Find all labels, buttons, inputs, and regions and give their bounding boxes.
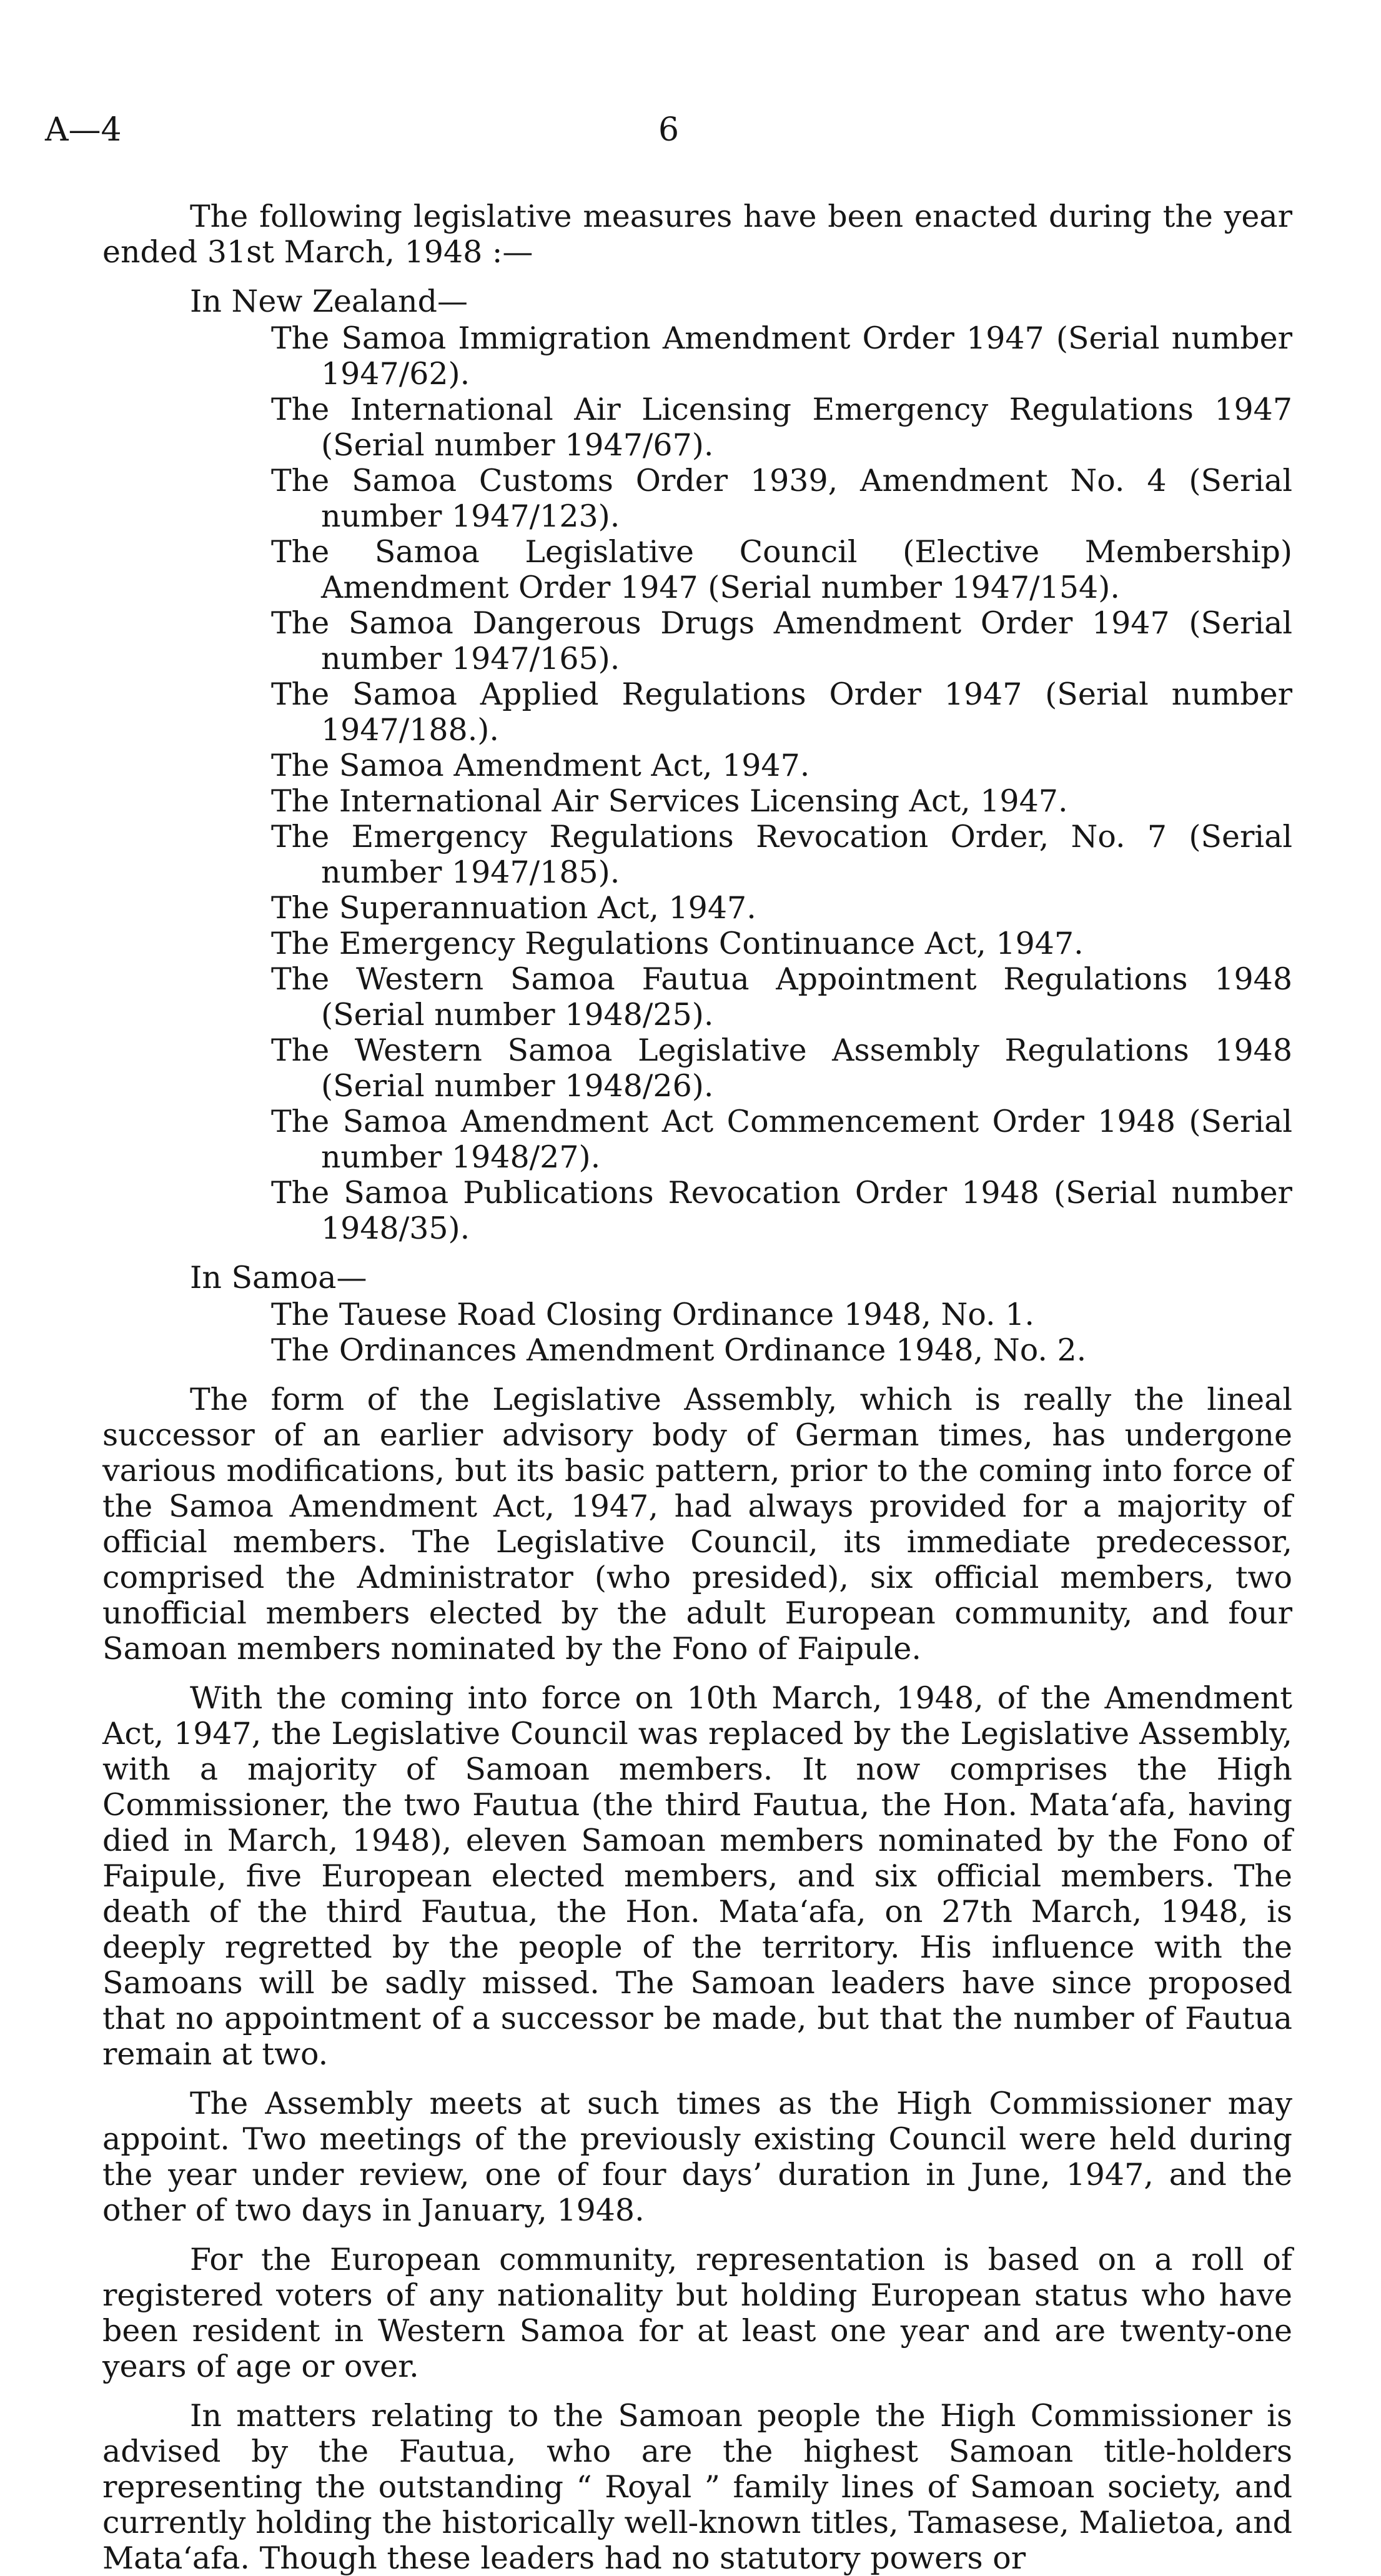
page-number: 6 — [658, 111, 680, 149]
new-zealand-measures — [102, 284, 1292, 1246]
measure-item: The Samoa Dangerous Drugs Amendment Order 1947 (Serial number 1947/165). — [271, 605, 1292, 676]
measure-item: The Samoa Customs Order 1939, Amendment No. 4 (Serial number 1947/123). — [271, 463, 1292, 534]
measure-item: The Ordinances Amendment Ordinance 1948, No. 2. — [271, 1332, 1087, 1368]
samoa-measure-list — [190, 1297, 1292, 1368]
page-body — [102, 199, 1292, 2576]
document-reference: A—4 — [45, 111, 122, 149]
samoa-heading: In Samoa— — [190, 1260, 367, 1295]
measure-item: The Western Samoa Fautua Appointment Regulations 1948 (Serial number 1948/25). — [271, 961, 1292, 1033]
measure-item: The International Air Services Licensing Act, 1947. — [271, 783, 1068, 819]
measure-item: The Samoa Immigration Amendment Order 1947 (Serial number 1947/62). — [271, 320, 1292, 392]
measure-item: The Samoa Amendment Act Commencement Order 1948 (Serial number 1948/27). — [271, 1104, 1292, 1175]
measure-item: The Superannuation Act, 1947. — [271, 890, 756, 926]
measure-item: The Western Samoa Legislative Assembly Regulations 1948 (Serial number 1948/26). — [271, 1033, 1292, 1104]
paragraph-assembly-meetings: The Assembly meets at such times as the High Commissioner may appoint. Two meetings of the previously existing Council were held during the year under review, one of four days’ duration in June, 1947, and the other of two days in January, 1948. — [102, 2086, 1292, 2228]
measure-item: The Samoa Applied Regulations Order 1947 (Serial number 1947/188.). — [271, 676, 1292, 748]
measure-item: The Samoa Amendment Act, 1947. — [271, 748, 810, 783]
measure-item: The Samoa Publications Revocation Order 1948 (Serial number 1948/35). — [271, 1175, 1292, 1246]
page-header — [45, 111, 1336, 161]
paragraph-amendment-act: With the coming into force on 10th March, 1948, of the Amendment Act, 1947, the Legislative Council was replaced by the Legislative Assembly, with a majority of Samoan members. It now comprises the High Commissioner, the two Fautua (the third Fautua, the Hon. Mata‘afa, having died in March, 1948), eleven Samoan members nominated by the Fono of Faipule, five European elected members, and six official members. The death of the third Fautua, the Hon. Mata‘afa, on 27th March, 1948, is deeply regretted by the people of the territory. His influence with the Samoans will be sadly missed. The Samoan leaders have since proposed that no appointment of a successor be made, but that the number of Fautua remain at two. — [102, 1680, 1292, 2072]
measure-item: The International Air Licensing Emergency Regulations 1947 (Serial number 1947/67). — [271, 392, 1292, 463]
paragraph-fautua: In matters relating to the Samoan people the High Commissioner is advised by the Fautua, who are the highest Samoan title-holders representing the outstanding “ Royal ” family lines of Samoan society, and currently holding the historically well-known titles, Tamasese, Malietoa, and Mata‘afa. Though these leaders had no statutory powers or — [102, 2398, 1292, 2576]
paragraph-legislative-assembly-form: The form of the Legislative Assembly, which is really the lineal successor of an earlier advisory body of German times, has undergone various modifications, but its basic pattern, prior to the coming into force of the Samoa Amendment Act, 1947, had always provided for a majority of official members. The Legislative Council, its immediate predecessor, comprised the Administrator (who presided), six official members, two unofficial members elected by the adult European community, and four Samoan members nominated by the Fono of Faipule. — [102, 1382, 1292, 1667]
samoa-measures — [102, 1260, 1292, 1368]
new-zealand-measure-list — [190, 320, 1292, 1246]
measure-item: The Tauese Road Closing Ordinance 1948, No. 1. — [271, 1297, 1034, 1332]
new-zealand-heading: In New Zealand— — [190, 284, 468, 319]
measure-item: The Emergency Regulations Continuance Act, 1947. — [271, 926, 1084, 961]
measure-item: The Emergency Regulations Revocation Order, No. 7 (Serial number 1947/185). — [271, 819, 1292, 890]
measure-item: The Samoa Legislative Council (Elective Membership) Amendment Order 1947 (Serial number 1947/154). — [271, 534, 1292, 605]
paragraph-european-representation: For the European community, representation is based on a roll of registered voters of any nationality but holding European status who have been resident in Western Samoa for at least one year and are twenty-one years of age or over. — [102, 2242, 1292, 2384]
intro-paragraph: The following legislative measures have been enacted during the year ended 31st March, 1948 :— — [102, 199, 1292, 270]
